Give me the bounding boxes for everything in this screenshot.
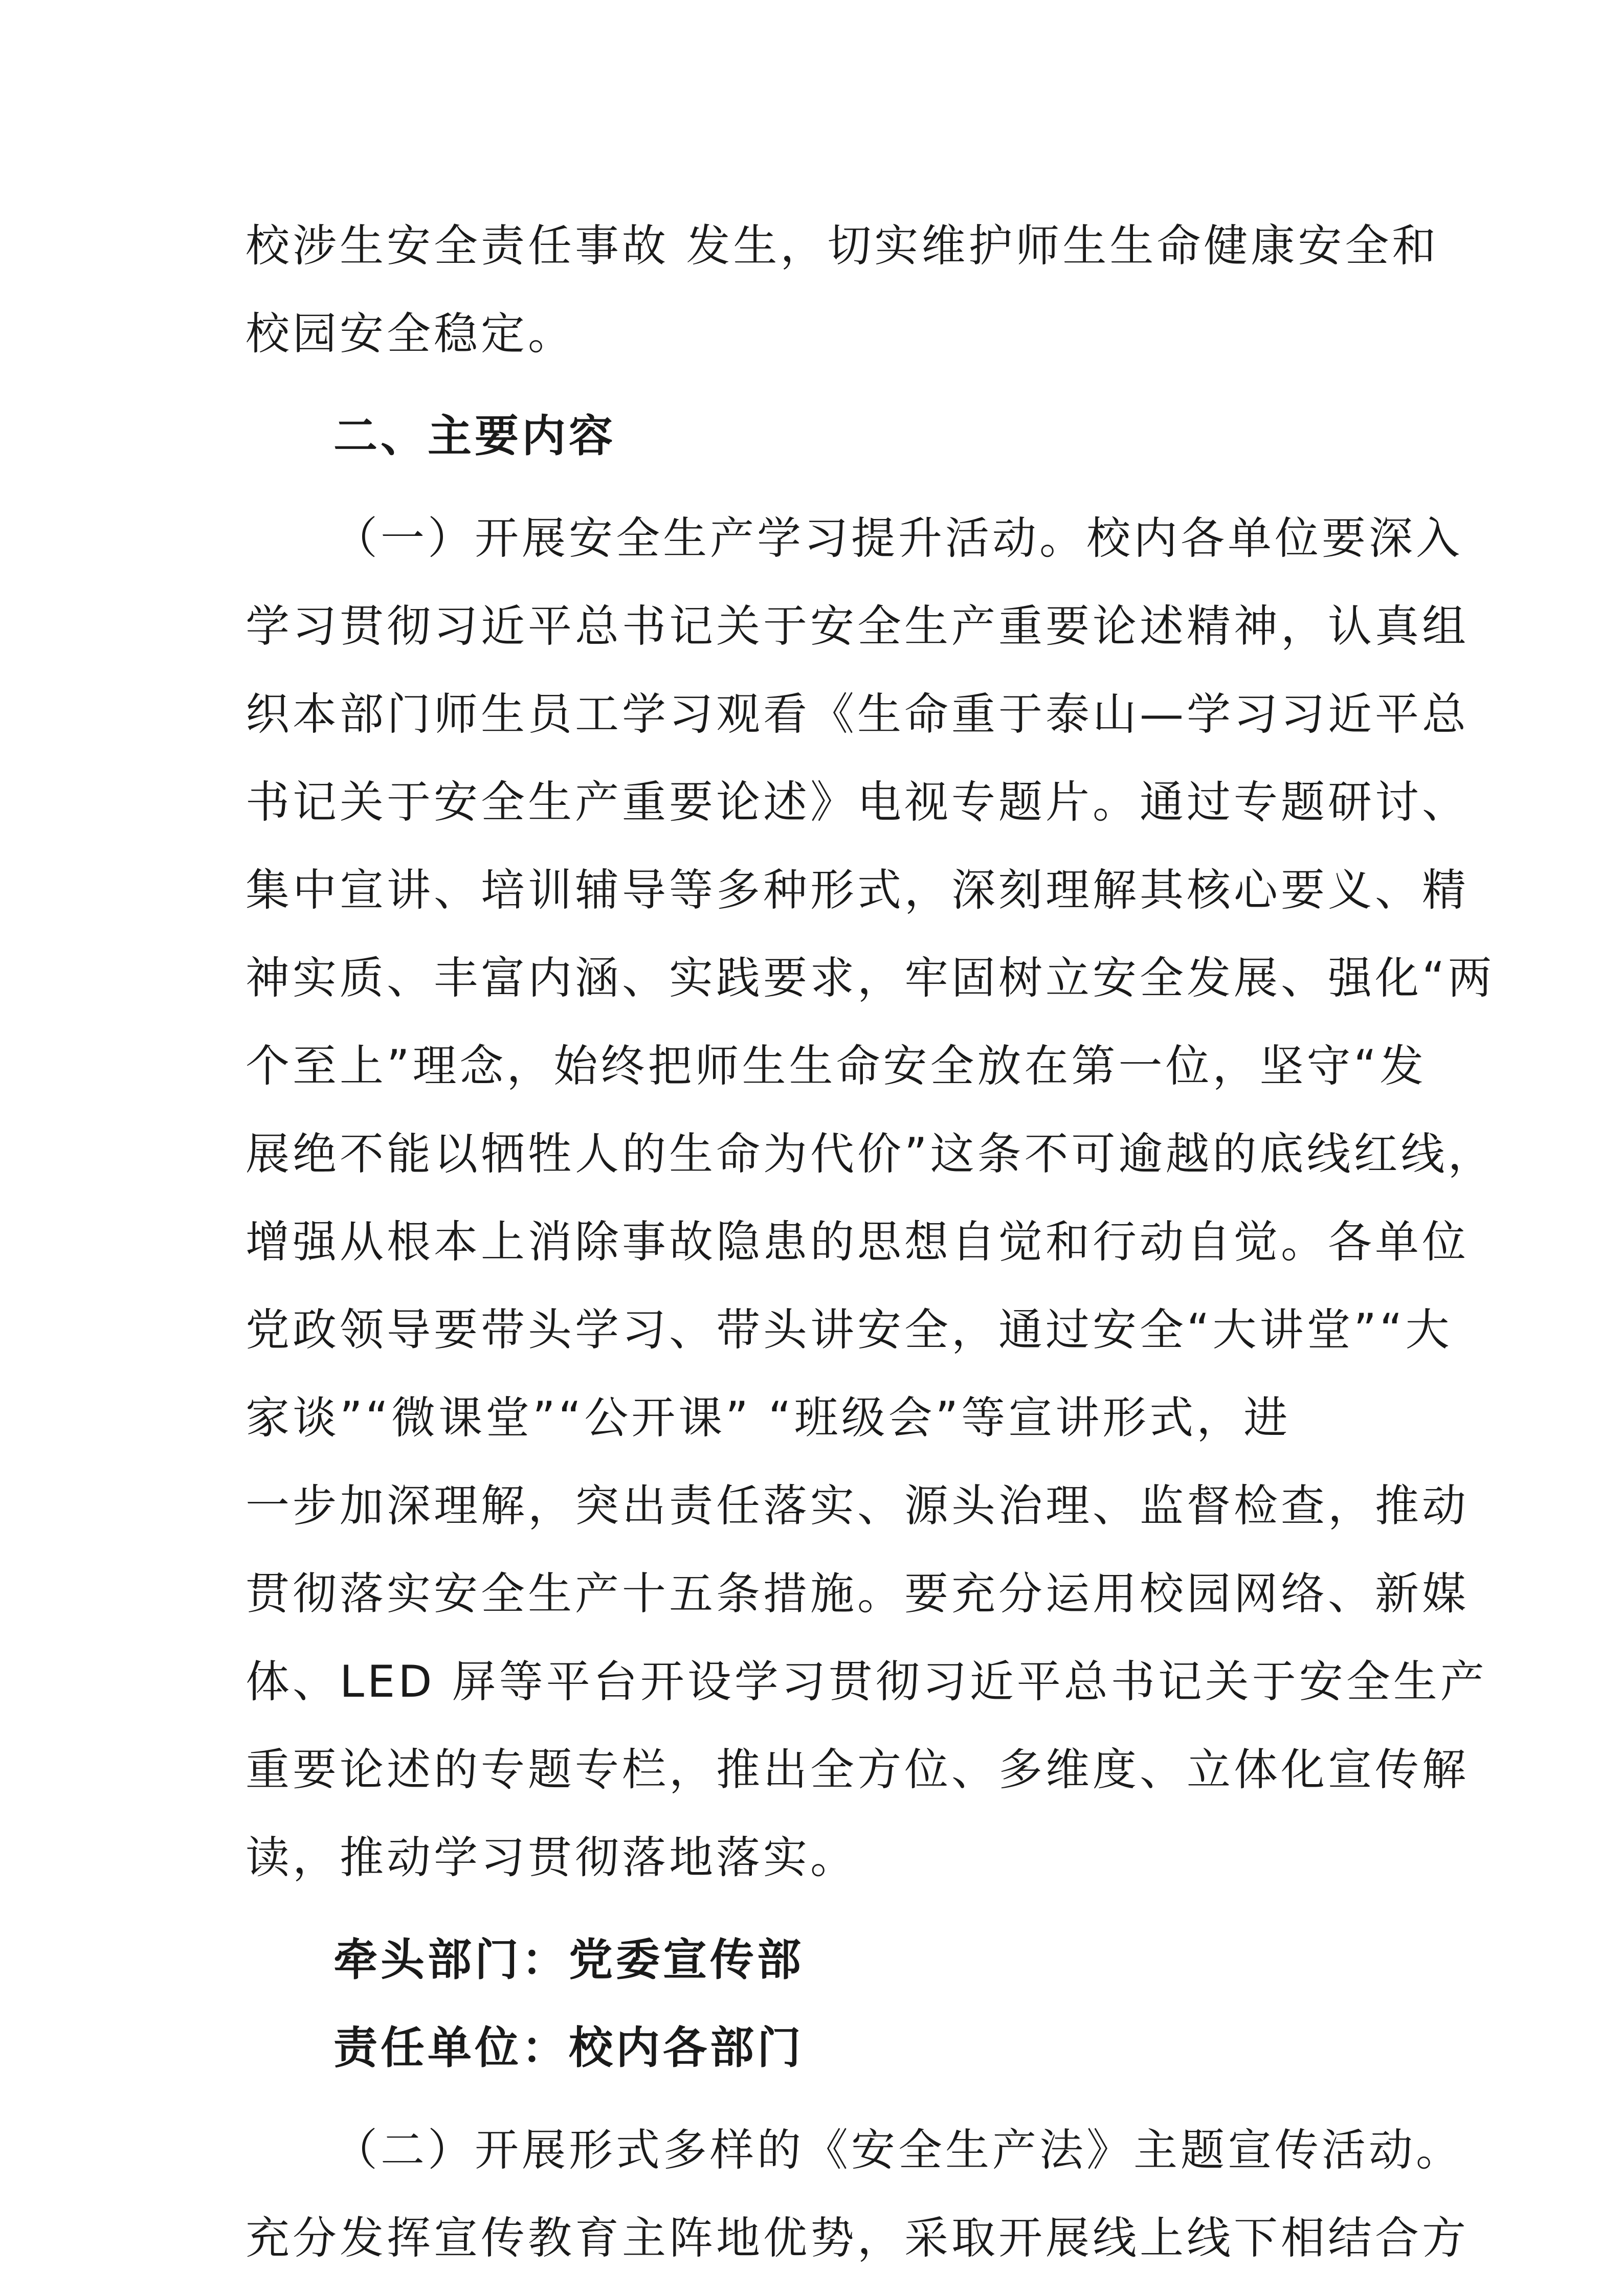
paragraph-line: 学习贯彻习近平总书记关于安全生产重要论述精神，认真组 — [246, 601, 1469, 652]
paragraph-line: 重要论述的专题专栏，推出全方位、多维度、立体化宣传解 — [246, 1744, 1469, 1795]
paragraph-line: 书记关于安全生产重要论述》电视专题片。通过专题研讨、 — [246, 777, 1469, 828]
document-body — [246, 202, 1495, 2282]
section-heading: 二、主要内容 — [333, 411, 616, 462]
responsible-unit-label: 责任单位：校内各部门 — [333, 2022, 804, 2074]
paragraph-line: 校园安全稳定。 — [246, 308, 575, 359]
lead-department-label: 牵头部门：党委宣传部 — [333, 1934, 804, 1986]
paragraph-line: 展绝不能以牺牲人的生命为代价”这条不可逾越的底线红线， — [246, 1129, 1495, 1180]
paragraph-line: 神实质、丰富内涵、实践要求，牢固树立安全发展、强化“两 — [246, 953, 1495, 1004]
paragraph-line: 充分发挥宣传教育主阵地优势，采取开展线上线下相结合方 — [246, 2213, 1469, 2264]
paragraph-line: （二）开展形式多样的《安全生产法》主题宣传活动。 — [333, 2125, 1463, 2176]
paragraph-line: 党政领导要带头学习、带头讲安全，通过安全“大讲堂”“大 — [246, 1304, 1453, 1356]
paragraph-line: 个至上”理念，始终把师生生命安全放在第一位，坚守“发 — [246, 1041, 1427, 1092]
paragraph-line: （一）开展安全生产学习提升活动。校内各单位要深入 — [333, 513, 1463, 564]
paragraph-line: 读，推动学习贯彻落地落实。 — [246, 1832, 857, 1883]
paragraph-line: 家谈”“微课堂”“公开课” “班级会”等宣讲形式，进 — [246, 1392, 1291, 1444]
paragraph-line: 体、LED 屏等平台开设学习贯彻习近平总书记关于安全生产 — [246, 1656, 1487, 1707]
paragraph-line: 织本部门师生员工学习观看《生命重于泰山—学习习近平总 — [246, 689, 1469, 740]
paragraph-line: 增强从根本上消除事故隐患的思想自觉和行动自觉。各单位 — [246, 1217, 1469, 1268]
paragraph-line: 校涉生安全责任事故 发生，切实维护师生生命健康安全和 — [246, 220, 1439, 272]
paragraph-line: 集中宣讲、培训辅导等多种形式，深刻理解其核心要义、精 — [246, 865, 1469, 916]
paragraph-line: 一步加深理解，突出责任落实、源头治理、监督检查，推动 — [246, 1480, 1469, 1532]
paragraph-line: 贯彻落实安全生产十五条措施。要充分运用校园网络、新媒 — [246, 1568, 1469, 1619]
